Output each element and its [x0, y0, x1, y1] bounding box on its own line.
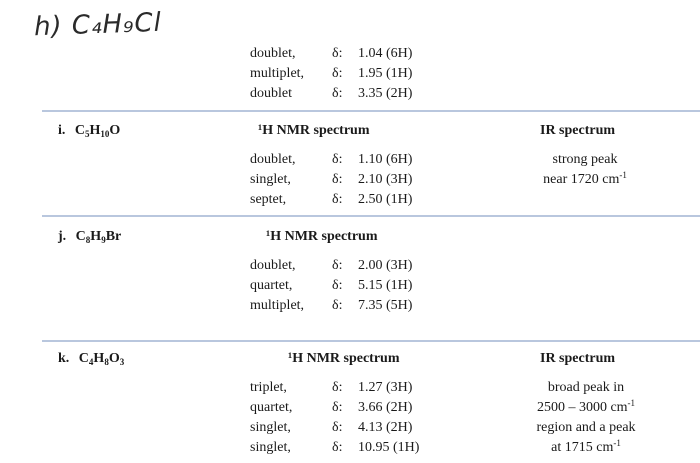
nmr-signal-row — [250, 418, 419, 438]
problem-j-nmr-heading: ¹H NMR spectrum — [266, 229, 378, 244]
delta-symbol: δ: — [332, 420, 343, 435]
problem-j-label — [58, 229, 121, 245]
problem-k-ir-line-3: region and a peak — [536, 420, 636, 435]
delta-symbol: δ: — [332, 258, 343, 273]
delta-symbol: δ: — [332, 298, 343, 313]
signal-shift-value: 1.95 (1H) — [358, 66, 413, 81]
delta-symbol: δ: — [332, 86, 343, 101]
divider-3 — [42, 340, 700, 342]
problem-k-nmr-heading: ¹H NMR spectrum — [288, 351, 400, 366]
signal-shift-value: 2.00 (3H) — [358, 258, 413, 273]
signal-shift-value: 7.35 (5H) — [358, 298, 413, 313]
problem-i-number: i. — [58, 123, 66, 138]
problem-k-number: k. — [58, 351, 70, 366]
divider-2 — [42, 215, 700, 217]
signal-shift-value: 1.04 (6H) — [358, 46, 413, 61]
signal-multiplicity: singlet, — [250, 420, 291, 435]
formula-part: C — [74, 123, 86, 138]
handwritten-note: h) C₄H₉Cl — [33, 7, 163, 43]
signal-shift-value: 10.95 (1H) — [358, 440, 420, 455]
problem-j-number: j. — [58, 229, 67, 244]
signal-multiplicity: doublet, — [250, 152, 296, 167]
signal-multiplicity: multiplet, — [250, 66, 305, 81]
delta-symbol: δ: — [332, 172, 343, 187]
problem-k-formula — [79, 351, 124, 366]
nmr-signal-row — [250, 398, 419, 418]
delta-symbol: δ: — [332, 66, 343, 81]
delta-symbol: δ: — [332, 152, 343, 167]
signal-shift-value: 1.10 (6H) — [358, 152, 413, 167]
signal-multiplicity: septet, — [250, 192, 287, 207]
problem-i-formula — [75, 123, 120, 138]
formula-part: C — [75, 229, 86, 244]
problem-k-ir-line-2: 2500 – 3000 $cm^{-1}$ — [536, 398, 636, 415]
nmr-signal-row — [250, 84, 412, 104]
top-nmr-block — [250, 44, 412, 104]
problem-k-ir-data — [516, 378, 656, 458]
problem-i-ir-heading: IR spectrum — [540, 123, 616, 138]
formula-part: O — [108, 351, 120, 366]
signal-multiplicity: quartet, — [250, 400, 293, 415]
problem-i-ir-line-2: near 1720 $cm^{-1}$ — [543, 170, 627, 187]
problem-i-label — [58, 123, 120, 139]
signal-multiplicity: singlet, — [250, 172, 291, 187]
nmr-signal-row — [250, 256, 412, 276]
divider-1 — [42, 110, 700, 112]
formula-part: C — [78, 351, 89, 366]
nmr-signal-row — [250, 44, 412, 64]
nmr-signal-row — [250, 276, 412, 296]
problem-k-ir-line-4: at 1715 $cm^{-1}$ — [551, 438, 621, 455]
formula-part: Br — [105, 229, 122, 244]
signal-multiplicity: triplet, — [250, 380, 287, 395]
formula-part: 5 — [85, 129, 90, 139]
formula-part: 8 — [85, 235, 91, 245]
formula-part: 4 — [88, 357, 94, 367]
problem-k-ir-heading: IR spectrum — [540, 351, 616, 366]
nmr-signal-row — [250, 170, 412, 190]
formula-part: 9 — [101, 235, 106, 245]
delta-symbol: δ: — [332, 440, 343, 455]
nmr-signal-row — [250, 378, 419, 398]
formula-part: H — [93, 351, 105, 366]
signal-shift-value: 5.15 (1H) — [358, 278, 413, 293]
formula-part: 8 — [104, 357, 109, 367]
signal-shift-value: 3.35 (2H) — [358, 86, 413, 101]
signal-multiplicity: doublet, — [250, 258, 296, 273]
nmr-signal-row — [250, 438, 419, 458]
delta-symbol: δ: — [332, 400, 343, 415]
problem-k-ir-line-1: broad peak in — [547, 380, 625, 395]
formula-part: H — [89, 123, 101, 138]
formula-part: 10 — [100, 129, 110, 139]
formula-part: O — [109, 123, 121, 138]
nmr-signal-row — [250, 64, 412, 84]
signal-shift-value: 2.10 (3H) — [358, 172, 413, 187]
formula-part: H — [90, 229, 102, 244]
problem-i-ir-line-1: strong peak — [552, 152, 618, 167]
signal-multiplicity: singlet, — [250, 440, 291, 455]
problem-j-nmr-data — [250, 256, 412, 316]
nmr-signal-row — [250, 150, 412, 170]
problem-k-nmr-data — [250, 378, 419, 458]
nmr-signal-row — [250, 296, 412, 316]
signal-shift-value: 2.50 (1H) — [358, 192, 413, 207]
delta-symbol: δ: — [332, 192, 343, 207]
problem-i-nmr-heading: ¹H NMR spectrum — [258, 123, 370, 138]
signal-shift-value: 4.13 (2H) — [358, 420, 413, 435]
signal-shift-value: 1.27 (3H) — [358, 380, 413, 395]
delta-symbol: δ: — [332, 46, 343, 61]
signal-multiplicity: doublet, — [250, 46, 296, 61]
signal-multiplicity: doublet — [250, 86, 292, 101]
delta-symbol: δ: — [332, 380, 343, 395]
formula-part: 3 — [119, 357, 125, 367]
problem-i-nmr-data — [250, 150, 412, 210]
signal-multiplicity: quartet, — [250, 278, 293, 293]
delta-symbol: δ: — [332, 278, 343, 293]
problem-j-formula — [76, 229, 122, 244]
problem-i-ir-data — [520, 150, 650, 190]
signal-multiplicity: multiplet, — [250, 298, 305, 313]
nmr-signal-row — [250, 190, 412, 210]
problem-k-label — [58, 351, 124, 367]
signal-shift-value: 3.66 (2H) — [358, 400, 413, 415]
